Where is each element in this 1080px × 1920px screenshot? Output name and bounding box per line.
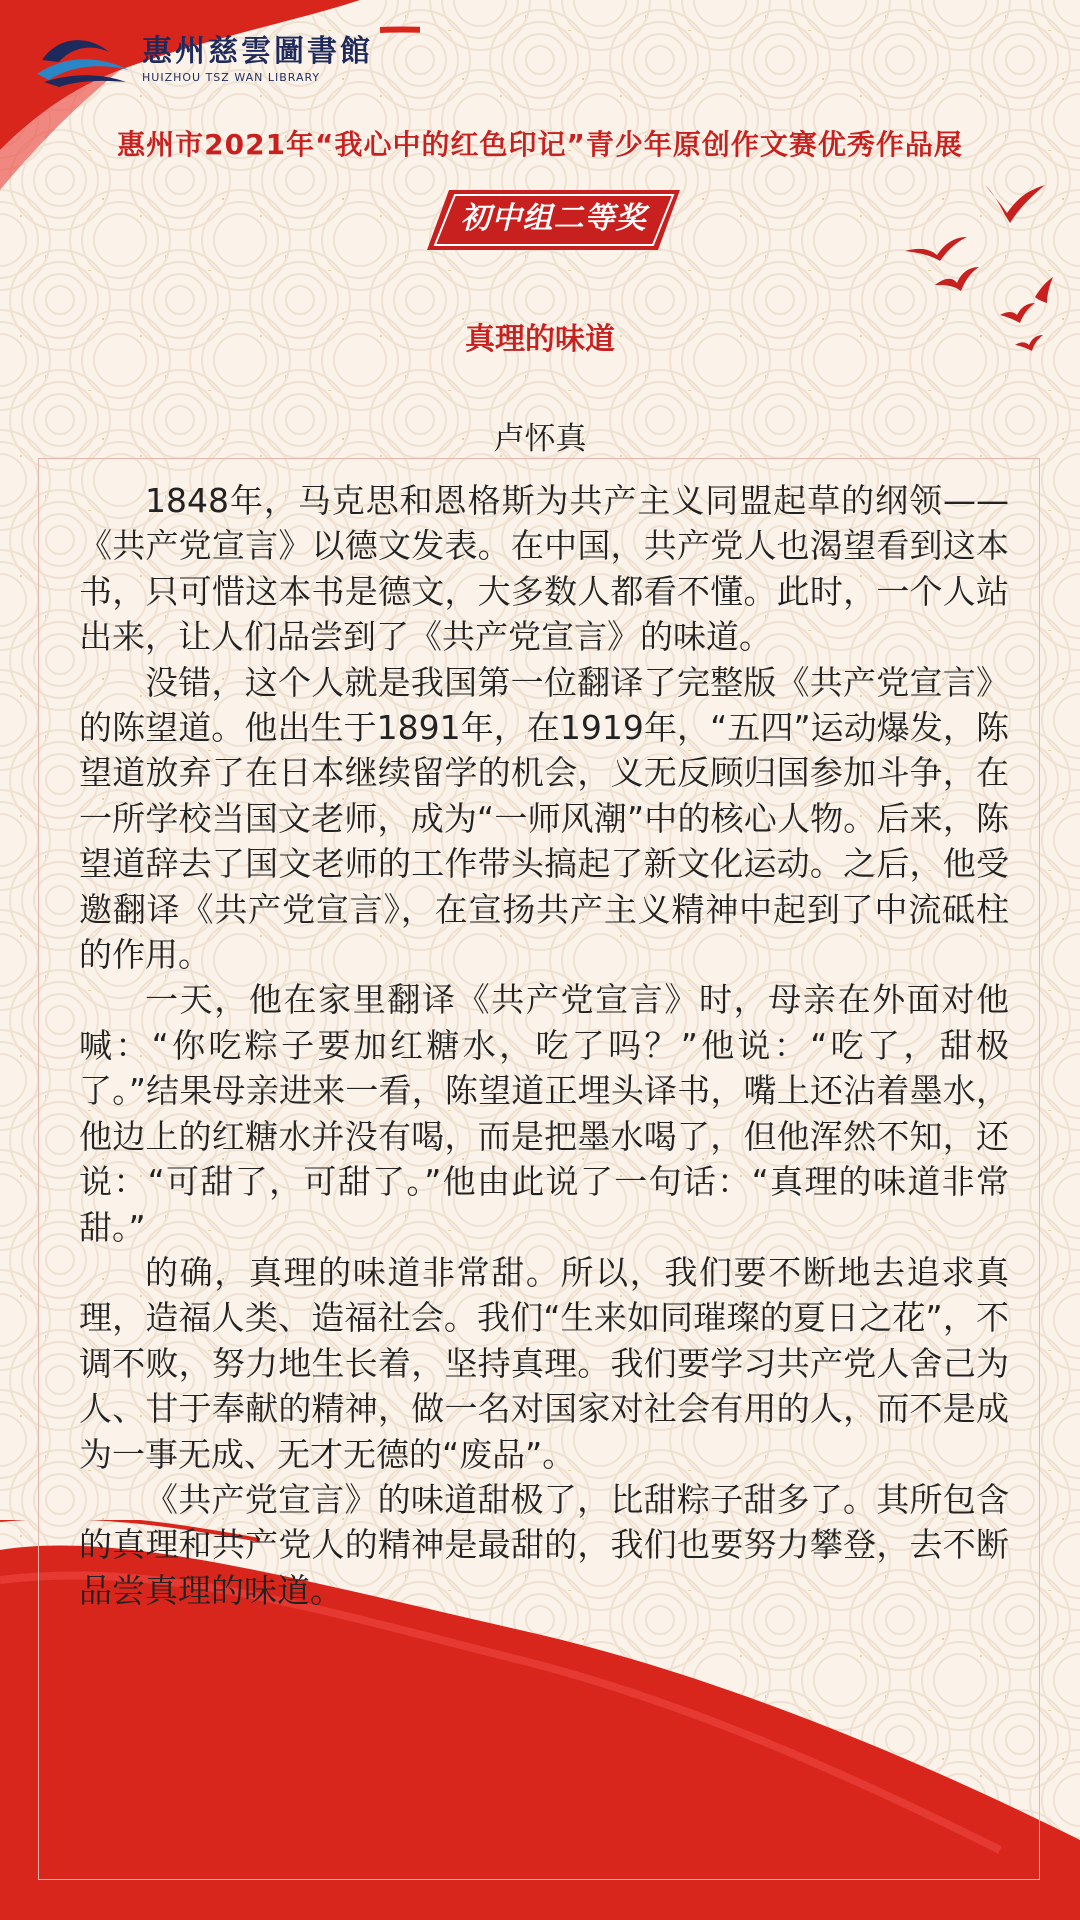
exhibition-banner: 惠州市2021年“我心中的红色印记”青少年原创作文赛优秀作品展 — [117, 128, 963, 161]
library-logo — [34, 30, 373, 90]
paragraph: 《共产党宣言》的味道甜极了，比甜粽子甜多了。其所包含的真理和共产党人的精神是最甜的，我们也要努力攀登，去不断品尝真理的味道。 — [79, 1479, 1009, 1610]
essay-body — [79, 478, 1009, 1613]
award-label: 初中组二等奖 — [460, 201, 647, 236]
library-name-cn: 惠州慈雲圖書館 — [142, 34, 373, 69]
essay-title: 真理的味道 — [465, 322, 615, 357]
paragraph: 的确，真理的味道非常甜。所以，我们要不断地去追求真理，造福人类、造福社会。我们“生来如同璀璨的夏日之花”，不调不败，努力地生长着，坚持真理。我们要学习共产党人舍己为人、甘于奉献的精神，做一名对国家对社会有用的人，而不是成为一事无成、无才无德的“废品”。 — [79, 1252, 1009, 1474]
paragraph: 一天，他在家里翻译《共产党宣言》时，母亲在外面对他喊：“你吃粽子要加红糖水，吃了吗？”他说：“吃了，甜极了。”结果母亲进来一看，陈望道正埋头译书，嘴上还沾着墨水，他边上的红糖水并没有喝，而是把墨水喝了，但他浑然不知，还说：“可甜了，可甜了。”他由此说了一句话：“真理的味道非常甜。” — [79, 980, 1009, 1247]
library-name-en: HUIZHOU TSZ WAN LIBRARY — [142, 71, 321, 84]
essay-author: 卢怀真 — [493, 421, 587, 457]
paragraph: 1848年，马克思和恩格斯为共产主义同盟起草的纲领——《共产党宣言》以德文发表。在中国，共产党人也渴望看到这本书，只可惜这本书是德文，大多数人都看不懂。此时，一个人站出来，让人们品尝到了《共产党宣言》的味道。 — [79, 481, 1009, 657]
wave-logo-icon — [34, 30, 134, 90]
award-badge — [427, 190, 680, 250]
paragraph: 没错，这个人就是我国第一位翻译了完整版《共产党宣言》的陈望道。他出生于1891年，在1919年，“五四”运动爆发，陈望道放弃了在日本继续留学的机会，义无反顾归国参加斗争，在一所学校当国文老师，成为“一师风潮”中的核心人物。后来，陈望道辞去了国文老师的工作带头搞起了新文化运动。之后，他受邀翻译《共产党宣言》，在宣扬共产主义精神中起到了中流砥柱的作用。 — [79, 662, 1009, 975]
